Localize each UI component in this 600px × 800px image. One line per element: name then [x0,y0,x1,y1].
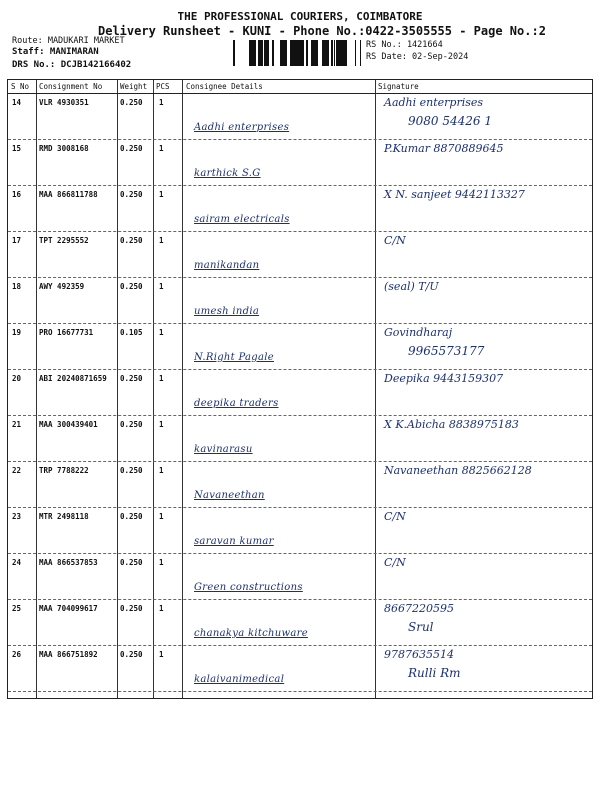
row-pcs: 1 [159,328,164,337]
row-weight: 0.250 [120,604,143,613]
row-weight: 0.250 [120,512,143,521]
staff-label: Staff: MANIMARAN [12,47,99,57]
runsheet-title: Delivery Runsheet - KUNI - Phone No.:0422-3505555 - Page No.:2 [98,24,546,38]
row-weight: 0.250 [120,236,143,245]
row-consignment-no: MAA 300439401 [39,420,98,429]
row-sno: 23 [12,512,22,521]
row-consignment-no: MAA 866811788 [39,190,98,199]
row-consignee-handwritten: kalaivanimedical [194,674,285,685]
row-signature-extra: 9965573177 [408,344,485,358]
row-signature-handwritten: C/N [384,556,406,569]
row-pcs: 1 [159,98,164,107]
table-row [8,140,592,186]
row-weight: 0.250 [120,282,143,291]
table-row [8,278,592,324]
row-pcs: 1 [159,512,164,521]
row-signature-handwritten: Deepika 9443159307 [384,372,504,385]
rs-number: RS No.: 1421664 [366,40,443,50]
row-signature-handwritten: Navaneethan 8825662128 [384,464,532,477]
row-sno: 15 [12,144,22,153]
row-consignment-no: MAA 704099617 [39,604,98,613]
row-sno: 19 [12,328,22,337]
row-pcs: 1 [159,282,164,291]
row-sno: 20 [12,374,22,383]
row-consignee-handwritten: Green constructions [194,582,303,593]
row-signature-handwritten: P.Kumar 8870889645 [384,142,504,155]
row-sno: 26 [12,650,22,659]
row-weight: 0.250 [120,466,143,475]
row-pcs: 1 [159,466,164,475]
row-pcs: 1 [159,374,164,383]
row-weight: 0.105 [120,328,143,337]
row-signature-handwritten: (seal) T/U [384,280,439,293]
row-consignee-handwritten: sairam electricals [194,214,290,225]
col-header-sno: S No [11,82,30,91]
row-sno: 18 [12,282,22,291]
row-signature-handwritten: X K.Abicha 8838975183 [384,418,519,431]
table-row [8,646,592,692]
row-weight: 0.250 [120,190,143,199]
row-pcs: 1 [159,236,164,245]
table-row [8,462,592,508]
row-pcs: 1 [159,604,164,613]
row-signature-handwritten: C/N [384,234,406,247]
row-pcs: 1 [159,650,164,659]
row-consignment-no: ABI 20240871659 [39,374,107,383]
table-row [8,600,592,646]
row-consignee-handwritten: N.Right Pagale [194,352,274,363]
row-consignee-handwritten: chanakya kitchuware [194,628,308,639]
runsheet-table [7,79,593,699]
row-consignee-handwritten: deepika traders [194,398,279,409]
table-row [8,416,592,462]
row-signature-handwritten: X N. sanjeet 9442113327 [384,188,525,201]
row-consignee-handwritten: Navaneethan [194,490,265,501]
company-name: THE PROFESSIONAL COURIERS, COIMBATORE [177,10,423,23]
row-sno: 21 [12,420,22,429]
row-consignment-no: MAA 866537853 [39,558,98,567]
rs-date: RS Date: 02-Sep-2024 [366,52,469,62]
col-header-signature: Signature [378,82,419,91]
row-consignee-handwritten: kavinarasu [194,444,253,455]
row-weight: 0.250 [120,420,143,429]
col-header-consignment: Consignment No [39,82,103,91]
col-header-consignee: Consignee Details [186,82,263,91]
row-weight: 0.250 [120,650,143,659]
row-signature-handwritten: Govindharaj [384,326,453,339]
row-sno: 14 [12,98,22,107]
row-consignment-no: PRO 16677731 [39,328,94,337]
table-row [8,508,592,554]
row-consignment-no: AWY 492359 [39,282,85,291]
row-signature-handwritten: C/N [384,510,406,523]
col-header-weight: Weight [120,82,148,91]
row-consignee-handwritten: manikandan [194,260,260,271]
row-pcs: 1 [159,190,164,199]
route-label: Route: MADUKARI MARKET [12,36,125,46]
row-consignment-no: VLR 4930351 [39,98,89,107]
row-signature-handwritten: Aadhi enterprises [384,96,484,109]
row-sno: 17 [12,236,22,245]
row-signature-extra: 9080 54426 1 [408,114,492,128]
row-weight: 0.250 [120,558,143,567]
row-consignee-handwritten: Aadhi enterprises [194,122,290,133]
row-weight: 0.250 [120,374,143,383]
row-consignment-no: TPT 2295552 [39,236,89,245]
row-signature-extra: Rulli Rm [408,666,461,680]
barcode-image [233,40,361,66]
row-pcs: 1 [159,420,164,429]
table-row [8,94,592,140]
col-header-pcs: PCS [156,82,170,91]
row-sno: 16 [12,190,22,199]
row-consignment-no: MTR 2498118 [39,512,89,521]
row-pcs: 1 [159,144,164,153]
table-row [8,186,592,232]
row-consignee-handwritten: karthick S.G [194,168,261,179]
table-row [8,554,592,600]
row-consignment-no: MAA 866751892 [39,650,98,659]
row-signature-handwritten: 8667220595 [384,602,454,615]
row-sno: 25 [12,604,22,613]
row-signature-handwritten: 9787635514 [384,648,454,661]
row-sno: 24 [12,558,22,567]
row-weight: 0.250 [120,98,143,107]
table-row [8,370,592,416]
row-consignment-no: TRP 7788222 [39,466,89,475]
row-consignee-handwritten: umesh india [194,306,260,317]
table-row [8,324,592,370]
table-row [8,232,592,278]
row-signature-extra: Srul [408,620,434,634]
row-consignee-handwritten: saravan kumar [194,536,274,547]
drs-number: DRS No.: DCJB142166402 [12,60,132,70]
row-weight: 0.250 [120,144,143,153]
row-consignment-no: RMD 3008168 [39,144,89,153]
row-sno: 22 [12,466,22,475]
row-pcs: 1 [159,558,164,567]
